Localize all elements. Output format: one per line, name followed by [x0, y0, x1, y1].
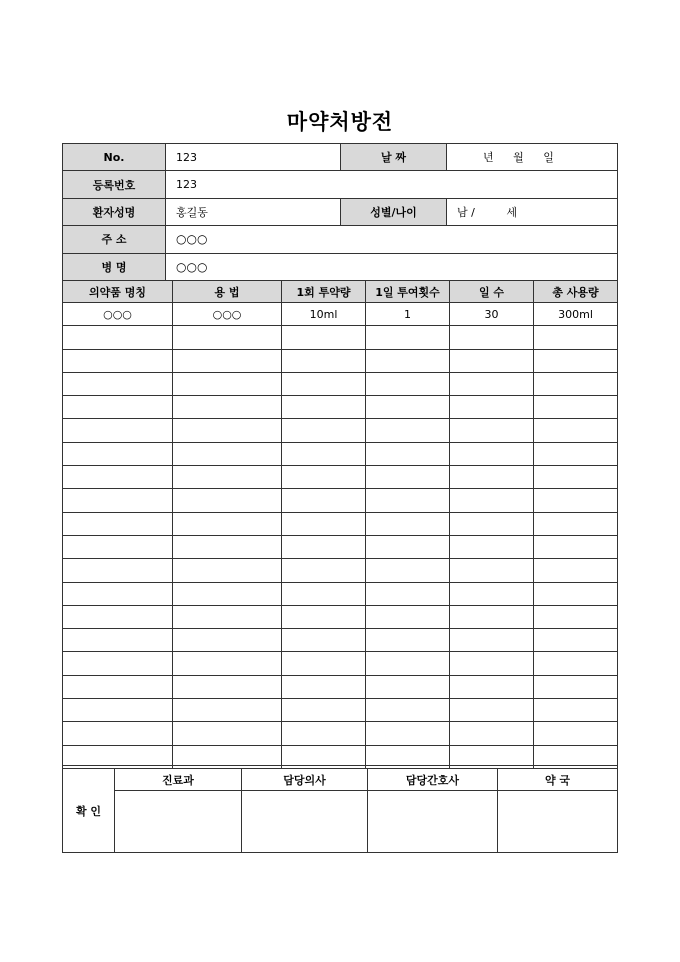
- table-row: [63, 466, 618, 489]
- table-row: [63, 559, 618, 582]
- table-row: [63, 326, 618, 349]
- table-row: [63, 722, 618, 745]
- empty-cell[interactable]: [63, 605, 173, 628]
- table-row: [63, 303, 618, 326]
- dosage-method-cell[interactable]: ○○○: [173, 303, 282, 326]
- table-row: [63, 396, 618, 419]
- empty-cell[interactable]: [173, 442, 282, 465]
- empty-cell[interactable]: [534, 699, 618, 722]
- doctor-signature-cell[interactable]: [242, 791, 368, 853]
- empty-cell[interactable]: [366, 512, 450, 535]
- table-row: [63, 535, 618, 558]
- date-label: 날 짜: [341, 144, 447, 171]
- total-usage-header: 총 사용량: [534, 281, 618, 303]
- empty-cell[interactable]: [282, 699, 366, 722]
- table-row: [63, 582, 618, 605]
- table-row: [63, 349, 618, 372]
- date-year-label: 년: [483, 151, 494, 165]
- empty-cell[interactable]: [63, 372, 173, 395]
- empty-cell[interactable]: [173, 559, 282, 582]
- empty-cell[interactable]: [450, 372, 534, 395]
- date-value[interactable]: [447, 144, 618, 171]
- single-dose-header: 1회 투약량: [282, 281, 366, 303]
- empty-cell[interactable]: [366, 535, 450, 558]
- empty-cell[interactable]: [450, 349, 534, 372]
- empty-cell[interactable]: [534, 489, 618, 512]
- empty-cell[interactable]: [450, 396, 534, 419]
- empty-cell[interactable]: [282, 442, 366, 465]
- empty-cell[interactable]: [63, 419, 173, 442]
- empty-cell[interactable]: [173, 326, 282, 349]
- empty-cell[interactable]: [63, 326, 173, 349]
- empty-cell[interactable]: [63, 722, 173, 745]
- pharmacy-signature-cell[interactable]: [498, 791, 618, 853]
- empty-cell[interactable]: [534, 605, 618, 628]
- empty-cell[interactable]: [366, 372, 450, 395]
- empty-cell[interactable]: [450, 629, 534, 652]
- empty-cell[interactable]: [534, 396, 618, 419]
- empty-cell[interactable]: [282, 559, 366, 582]
- empty-cell[interactable]: [534, 675, 618, 698]
- empty-cell[interactable]: [282, 396, 366, 419]
- section-divider: [62, 765, 617, 766]
- confirm-label: 확 인: [63, 769, 115, 853]
- empty-cell[interactable]: [282, 629, 366, 652]
- date-day-label: 일: [543, 151, 554, 165]
- table-row: [63, 699, 618, 722]
- page-title: 마약처방전: [286, 110, 394, 134]
- empty-cell[interactable]: [450, 652, 534, 675]
- patient-info-table: [62, 143, 618, 281]
- date-month-label: 월: [513, 151, 524, 165]
- empty-cell[interactable]: [173, 512, 282, 535]
- empty-cell[interactable]: [173, 629, 282, 652]
- empty-cell[interactable]: [282, 419, 366, 442]
- empty-cell[interactable]: [282, 605, 366, 628]
- empty-cell[interactable]: [534, 442, 618, 465]
- empty-cell[interactable]: [366, 629, 450, 652]
- empty-cell[interactable]: [282, 722, 366, 745]
- dosage-method-header: 용 법: [173, 281, 282, 303]
- table-row: [63, 675, 618, 698]
- disease-label: 병 명: [63, 253, 166, 280]
- empty-cell[interactable]: [450, 675, 534, 698]
- days-cell[interactable]: 30: [450, 303, 534, 326]
- empty-cell[interactable]: [366, 396, 450, 419]
- empty-cell[interactable]: [366, 722, 450, 745]
- empty-cell[interactable]: [366, 605, 450, 628]
- empty-cell[interactable]: [63, 466, 173, 489]
- single-dose-cell[interactable]: 10ml: [282, 303, 366, 326]
- no-value[interactable]: 123: [166, 144, 341, 171]
- empty-cell[interactable]: [366, 489, 450, 512]
- empty-cell[interactable]: [366, 349, 450, 372]
- empty-cell[interactable]: [173, 535, 282, 558]
- empty-cell[interactable]: [450, 466, 534, 489]
- empty-cell[interactable]: [173, 699, 282, 722]
- empty-cell[interactable]: [173, 466, 282, 489]
- empty-cell[interactable]: [63, 489, 173, 512]
- empty-cell[interactable]: [366, 442, 450, 465]
- empty-cell[interactable]: [534, 512, 618, 535]
- empty-cell[interactable]: [173, 652, 282, 675]
- table-row: [63, 372, 618, 395]
- empty-cell[interactable]: [534, 722, 618, 745]
- drug-name-cell[interactable]: ○○○: [63, 303, 173, 326]
- drug-name-header: 의약품 명칭: [63, 281, 173, 303]
- department-signature-cell[interactable]: [115, 791, 242, 853]
- empty-cell[interactable]: [282, 489, 366, 512]
- empty-cell[interactable]: [534, 582, 618, 605]
- table-row: [63, 629, 618, 652]
- daily-frequency-header: 1일 투여횟수: [366, 281, 450, 303]
- daily-frequency-cell[interactable]: 1: [366, 303, 450, 326]
- empty-cell[interactable]: [534, 652, 618, 675]
- pharmacy-header: 약 국: [498, 769, 618, 791]
- empty-cell[interactable]: [63, 629, 173, 652]
- age-unit-label: 세: [506, 205, 517, 219]
- registration-number-label: 등록번호: [63, 171, 166, 198]
- empty-cell[interactable]: [63, 535, 173, 558]
- department-header: 진료과: [115, 769, 242, 791]
- empty-cell[interactable]: [63, 699, 173, 722]
- empty-cell[interactable]: [450, 559, 534, 582]
- empty-cell[interactable]: [450, 699, 534, 722]
- empty-cell[interactable]: [450, 535, 534, 558]
- gender-age-value[interactable]: [447, 198, 618, 225]
- table-row: [63, 489, 618, 512]
- empty-cell[interactable]: [173, 396, 282, 419]
- empty-cell[interactable]: [450, 489, 534, 512]
- gender-value: 남 /: [457, 205, 475, 219]
- no-label: No.: [63, 144, 166, 171]
- empty-cell[interactable]: [450, 582, 534, 605]
- empty-cell[interactable]: [282, 349, 366, 372]
- patient-name-label: 환자성명: [63, 198, 166, 225]
- gender-age-label: 성별/나이: [341, 198, 447, 225]
- table-row: [63, 442, 618, 465]
- empty-cell[interactable]: [282, 675, 366, 698]
- nurse-header: 담당간호사: [368, 769, 498, 791]
- empty-cell[interactable]: [173, 605, 282, 628]
- empty-cell[interactable]: [534, 466, 618, 489]
- empty-cell[interactable]: [63, 349, 173, 372]
- empty-cell[interactable]: [450, 512, 534, 535]
- patient-name-value[interactable]: 홍길동: [166, 198, 341, 225]
- empty-cell[interactable]: [63, 442, 173, 465]
- empty-cell[interactable]: [173, 489, 282, 512]
- empty-cell[interactable]: [534, 535, 618, 558]
- empty-cell[interactable]: [282, 535, 366, 558]
- empty-cell[interactable]: [282, 512, 366, 535]
- empty-cell[interactable]: [534, 349, 618, 372]
- empty-cell[interactable]: [282, 582, 366, 605]
- empty-rows: [63, 326, 618, 769]
- doctor-header: 담당의사: [242, 769, 368, 791]
- empty-cell[interactable]: [366, 326, 450, 349]
- empty-cell[interactable]: [534, 419, 618, 442]
- table-row: [63, 419, 618, 442]
- empty-cell[interactable]: [534, 629, 618, 652]
- empty-cell[interactable]: [366, 675, 450, 698]
- empty-cell[interactable]: [173, 372, 282, 395]
- empty-cell[interactable]: [173, 675, 282, 698]
- table-row: [63, 605, 618, 628]
- disease-value[interactable]: ○○○: [166, 253, 618, 280]
- empty-cell[interactable]: [63, 675, 173, 698]
- empty-cell[interactable]: [173, 582, 282, 605]
- empty-cell[interactable]: [173, 349, 282, 372]
- empty-cell[interactable]: [63, 652, 173, 675]
- empty-cell[interactable]: [534, 326, 618, 349]
- empty-cell[interactable]: [63, 582, 173, 605]
- empty-cell[interactable]: [450, 605, 534, 628]
- empty-cell[interactable]: [63, 396, 173, 419]
- empty-cell[interactable]: [366, 559, 450, 582]
- days-header: 일 수: [450, 281, 534, 303]
- address-label: 주 소: [63, 226, 166, 253]
- medication-table: [62, 280, 618, 769]
- empty-cell[interactable]: [366, 652, 450, 675]
- empty-cell[interactable]: [366, 419, 450, 442]
- table-row: [63, 652, 618, 675]
- empty-cell[interactable]: [534, 559, 618, 582]
- empty-cell[interactable]: [282, 652, 366, 675]
- empty-cell[interactable]: [282, 466, 366, 489]
- empty-cell[interactable]: [63, 559, 173, 582]
- empty-cell[interactable]: [534, 372, 618, 395]
- empty-cell[interactable]: [63, 512, 173, 535]
- medication-header-row: [63, 281, 618, 303]
- empty-cell[interactable]: [450, 442, 534, 465]
- empty-cell[interactable]: [173, 419, 282, 442]
- confirmation-table: [62, 768, 618, 853]
- total-usage-cell[interactable]: 300ml: [534, 303, 618, 326]
- registration-number-value[interactable]: 123: [166, 171, 618, 198]
- nurse-signature-cell[interactable]: [368, 791, 498, 853]
- empty-cell[interactable]: [282, 326, 366, 349]
- empty-cell[interactable]: [366, 466, 450, 489]
- table-row: [63, 512, 618, 535]
- empty-cell[interactable]: [450, 722, 534, 745]
- empty-cell[interactable]: [450, 419, 534, 442]
- empty-cell[interactable]: [366, 699, 450, 722]
- empty-cell[interactable]: [450, 326, 534, 349]
- empty-cell[interactable]: [366, 582, 450, 605]
- address-value[interactable]: ○○○: [166, 226, 618, 253]
- empty-cell[interactable]: [173, 722, 282, 745]
- empty-cell[interactable]: [282, 372, 366, 395]
